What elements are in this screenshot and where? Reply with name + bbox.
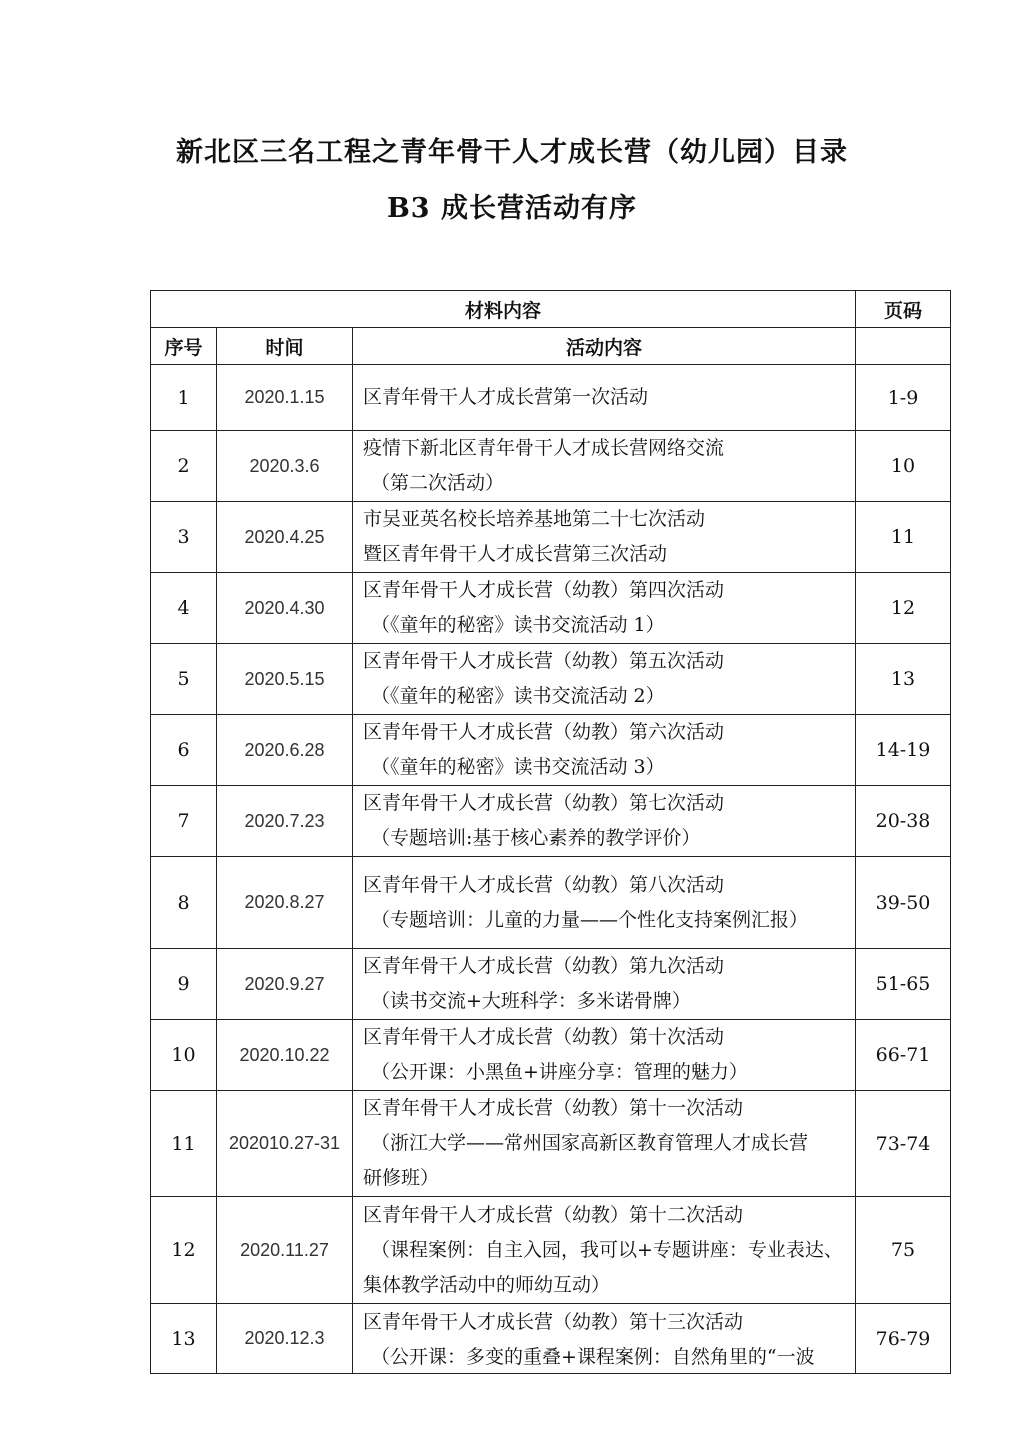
row-index: 11 — [151, 1091, 217, 1197]
row-index: 6 — [151, 715, 217, 786]
activity-line: 区青年骨干人才成长营（幼教）第十次活动 — [363, 1026, 725, 1048]
activity-line: 区青年骨干人才成长营（幼教）第十一次活动 — [363, 1097, 744, 1119]
table-row — [151, 1091, 951, 1197]
activity-line: 区青年骨干人才成长营（幼教）第十三次活动 — [363, 1311, 744, 1333]
row-date: 2020.11.27 — [217, 1197, 353, 1304]
table-row — [151, 786, 951, 857]
activity-line: （读书交流+大班科学：多米诺骨牌） — [371, 990, 691, 1012]
row-date: 2020.5.15 — [217, 644, 353, 715]
activity-line: （公开课：多变的重叠+课程案例：自然角里的“一波 — [371, 1346, 815, 1368]
table-row — [151, 857, 951, 949]
header-activity: 活动内容 — [353, 328, 856, 365]
row-activity — [353, 949, 856, 1020]
header-page: 页码 — [856, 291, 951, 328]
row-activity — [353, 431, 856, 502]
activity-line: 区青年骨干人才成长营（幼教）第八次活动 — [363, 873, 725, 896]
row-activity — [353, 715, 856, 786]
activity-line: （第二次活动） — [371, 472, 505, 494]
row-index: 9 — [151, 949, 217, 1020]
row-date: 2020.6.28 — [217, 715, 353, 786]
catalog-table — [150, 290, 951, 1374]
table-row — [151, 949, 951, 1020]
activity-line: （《童年的秘密》读书交流活动 3） — [371, 756, 665, 778]
row-date: 2020.3.6 — [217, 431, 353, 502]
activity-line: （专题培训:基于核心素养的教学评价） — [371, 827, 701, 849]
header-time: 时间 — [217, 328, 353, 365]
row-index: 3 — [151, 502, 217, 573]
row-pages: 11 — [856, 502, 951, 573]
table-row — [151, 644, 951, 715]
row-index: 5 — [151, 644, 217, 715]
row-pages: 39-50 — [856, 857, 951, 949]
row-date: 2020.1.15 — [217, 365, 353, 431]
activity-line: 区青年骨干人才成长营（幼教）第五次活动 — [363, 650, 725, 672]
row-date: 2020.8.27 — [217, 857, 353, 949]
row-index: 12 — [151, 1197, 217, 1304]
row-index: 8 — [151, 857, 217, 949]
activity-line: 集体教学活动中的师幼互动） — [363, 1273, 611, 1296]
row-index: 1 — [151, 365, 217, 431]
activity-line: 区青年骨干人才成长营（幼教）第七次活动 — [363, 792, 725, 814]
row-activity — [353, 1020, 856, 1091]
row-index: 2 — [151, 431, 217, 502]
row-pages: 75 — [856, 1197, 951, 1304]
row-activity — [353, 1091, 856, 1197]
document-subtitle: B3 成长营活动有序 — [386, 193, 637, 224]
table-row — [151, 1197, 951, 1304]
header-material: 材料内容 — [151, 291, 856, 328]
activity-line: （专题培训：儿童的力量——个性化支持案例汇报） — [371, 908, 809, 931]
row-pages: 20-38 — [856, 786, 951, 857]
row-pages: 76-79 — [856, 1304, 951, 1374]
row-date: 2020.12.3 — [217, 1304, 353, 1374]
row-pages: 10 — [856, 431, 951, 502]
row-activity — [353, 786, 856, 857]
row-date: 2020.10.22 — [217, 1020, 353, 1091]
activity-line: （《童年的秘密》读书交流活动 2） — [371, 685, 665, 707]
table-row — [151, 715, 951, 786]
row-date: 2020.4.25 — [217, 502, 353, 573]
row-activity — [353, 365, 856, 431]
row-activity — [353, 1197, 856, 1304]
row-activity — [353, 502, 856, 573]
row-pages: 66-71 — [856, 1020, 951, 1091]
row-index: 10 — [151, 1020, 217, 1091]
activity-line: 疫情下新北区青年骨干人才成长营网络交流 — [363, 437, 725, 459]
table-row — [151, 431, 951, 502]
document-title: 新北区三名工程之青年骨干人才成长营（幼儿园）目录 — [176, 137, 848, 168]
row-pages: 14-19 — [856, 715, 951, 786]
header-page-blank — [856, 328, 951, 365]
row-date: 2020.7.23 — [217, 786, 353, 857]
activity-line: （《童年的秘密》读书交流活动 1） — [371, 614, 665, 636]
activity-line: 区青年骨干人才成长营（幼教）第九次活动 — [363, 955, 725, 977]
row-activity — [353, 1304, 856, 1374]
activity-line: 区青年骨干人才成长营（幼教）第十二次活动 — [363, 1203, 744, 1226]
activity-line: 市吴亚英名校长培养基地第二十七次活动 — [363, 508, 706, 530]
table-row — [151, 502, 951, 573]
row-activity — [353, 573, 856, 644]
activity-line: 暨区青年骨干人才成长营第三次活动 — [363, 543, 668, 565]
row-activity — [353, 644, 856, 715]
table-row — [151, 365, 951, 431]
activity-line: 区青年骨干人才成长营（幼教）第四次活动 — [363, 579, 725, 601]
row-date: 2020.9.27 — [217, 949, 353, 1020]
table-row — [151, 573, 951, 644]
table-row — [151, 1304, 951, 1374]
row-pages: 51-65 — [856, 949, 951, 1020]
table-row — [151, 1020, 951, 1091]
activity-line: （公开课：小黑鱼+讲座分享：管理的魅力） — [371, 1061, 748, 1083]
row-date: 202010.27-31 — [217, 1091, 353, 1197]
row-pages: 73-74 — [856, 1091, 951, 1197]
activity-line: 区青年骨干人才成长营（幼教）第六次活动 — [363, 721, 725, 743]
row-pages: 12 — [856, 573, 951, 644]
row-pages: 1-9 — [856, 365, 951, 431]
row-pages: 13 — [856, 644, 951, 715]
row-index: 13 — [151, 1304, 217, 1374]
row-date: 2020.4.30 — [217, 573, 353, 644]
activity-line: （课程案例：自主入园，我可以+专题讲座：专业表达、 — [371, 1238, 843, 1261]
activity-line: 区青年骨干人才成长营第一次活动 — [363, 386, 649, 408]
row-activity — [353, 857, 856, 949]
row-index: 4 — [151, 573, 217, 644]
table-body — [151, 365, 951, 1374]
header-index: 序号 — [151, 328, 217, 365]
activity-line: （浙江大学——常州国家高新区教育管理人才成长营 — [371, 1132, 809, 1154]
activity-line: 研修班） — [363, 1167, 440, 1189]
row-index: 7 — [151, 786, 217, 857]
